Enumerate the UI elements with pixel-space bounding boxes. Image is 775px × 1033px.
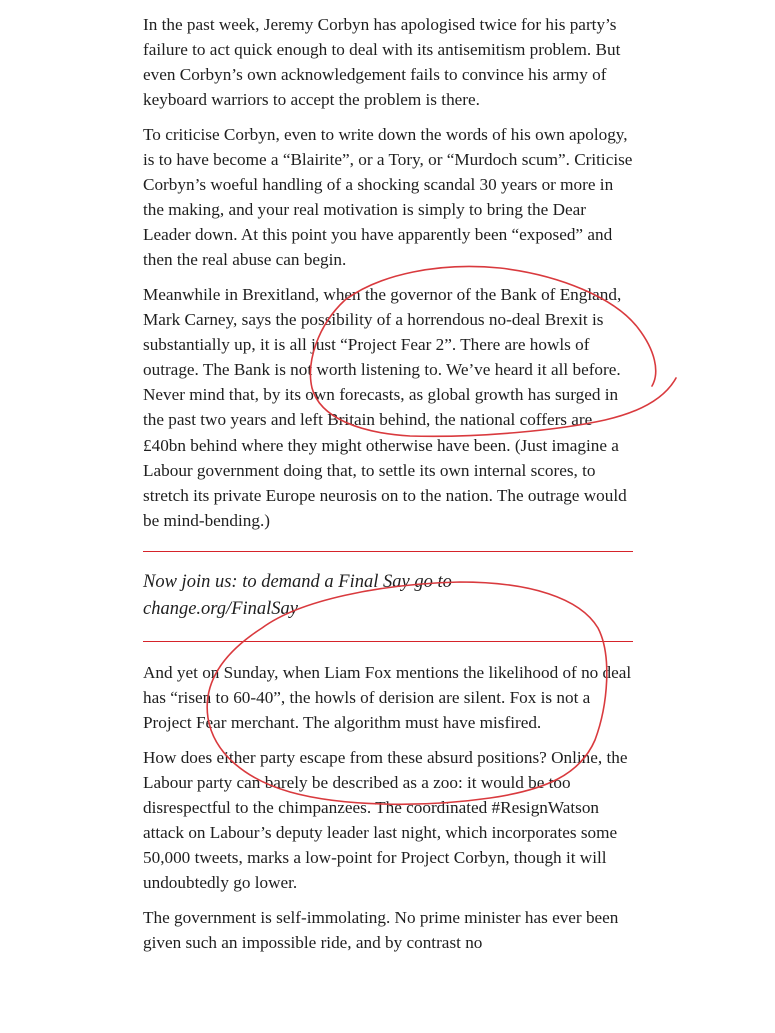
final-say-callout[interactable] — [143, 551, 633, 642]
callout-text-line: Now join us: to demand a Final Say go to — [143, 571, 452, 592]
article-paragraph: In the past week, Jeremy Corbyn has apologised twice for his party’s failure to act quick enough to deal with its antisemitism problem. But even Corbyn’s own acknowledgement fails to convince his army of keyboard warriors to accept the problem is there. — [143, 15, 621, 110]
article-paragraph: How does either party escape from these absurd positions? Online, the Labour party can barely be described as a zoo: it would be too disrespectful to the chimpanzees. The coordinated #ResignWatson attack on Labour’s deputy leader last night, which incorporates some 50,000 tweets, marks a low-point for Project Corbyn, though it will undoubtedly go lower. — [143, 747, 628, 893]
article-paragraph: Meanwhile in Brexitland, when the governor of the Bank of England, Mark Carney, says the possibility of a horrendous no-deal Brexit is substantially up, it is all just “Project Fear 2”. There are howls of outrage. The Bank is not worth listening to. We’ve heard it all before. Never mind that, by its own forecasts, as global growth has surged in the past two years and left Britain behind, the national coffers are £40bn behind where they might otherwise have been. (Just imagine a Labour government doing that, to settle its own internal scores, to stretch its private Europe neurosis on to the nation. The outrage would be mind-bending.) — [143, 284, 627, 530]
article-paragraph: The government is self-immolating. No prime minister has ever been given such an impossible ride, and by contrast no — [143, 907, 619, 952]
article-paragraph: To criticise Corbyn, even to write down the words of his own apology, is to have become a “Blairite”, or a Tory, or “Murdoch scum”. Criticise Corbyn’s woeful handling of a shocking scandal 30 years or more in the making, and your real motivation is simply to bring the Dear Leader down. At this point you have apparently been “exposed” and then the real abuse can begin. — [143, 124, 633, 270]
article-paragraph: And yet on Sunday, when Liam Fox mentions the likelihood of no deal has “risen to 60-40”, the howls of derision are silent. Fox is not a Project Fear merchant. The algorithm must have misfired. — [143, 662, 632, 733]
article-body — [143, 12, 633, 964]
callout-link[interactable]: change.org/FinalSay — [143, 598, 298, 619]
